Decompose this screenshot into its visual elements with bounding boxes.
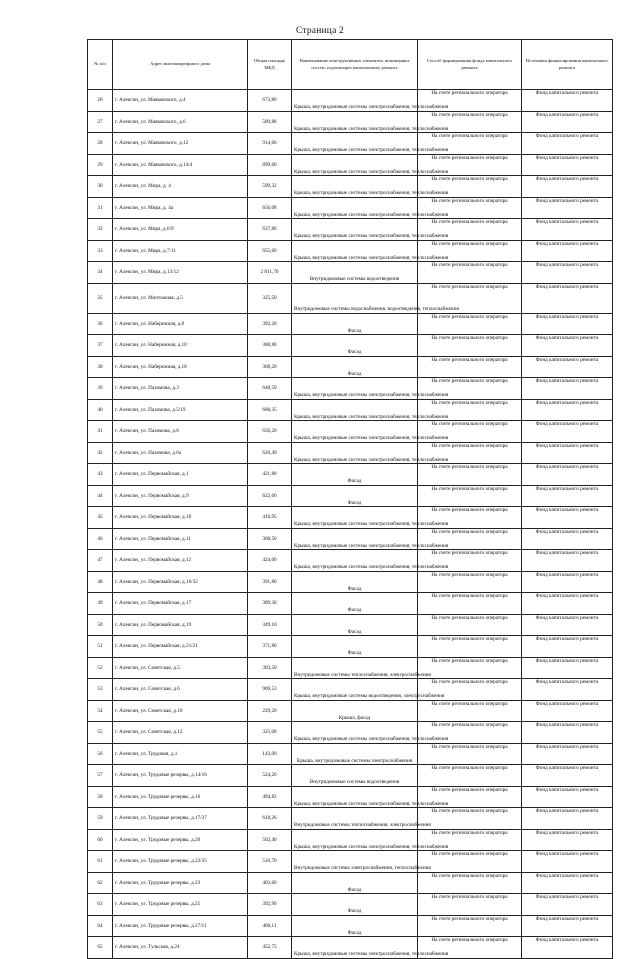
- row-elements: Крыша, внутридомовые системы электроснабжения, теплоснабжения: [292, 421, 418, 443]
- row-number: 52: [88, 657, 113, 679]
- row-funding-method: На счете регионального оператора: [418, 829, 522, 851]
- row-funding-source: Фонд капитального ремонта: [522, 356, 613, 378]
- row-address: г. Алексин, ул. Трудовые резервы, д.17/37: [113, 808, 248, 830]
- row-area: 403,60: [248, 872, 292, 894]
- row-funding-method: На счете регионального оператора: [418, 550, 522, 572]
- repair-program-table: [87, 39, 613, 959]
- row-elements: Фасад: [292, 593, 418, 615]
- row-number: 56: [88, 743, 113, 765]
- row-elements: Крыша, внутридомовые системы электроснабжения, теплоснабжения: [292, 786, 418, 808]
- row-area: 424,00: [248, 550, 292, 572]
- row-elements: Крыша, внутридомовые системы электроснабжения, теплоснабжения: [292, 219, 418, 241]
- row-number: 36: [88, 313, 113, 335]
- row-funding-method: На счете регионального оператора: [418, 507, 522, 529]
- table-row: [88, 872, 613, 894]
- row-area: 620,49: [248, 442, 292, 464]
- row-elements: Внутридомовые системы водоотведения: [292, 262, 418, 284]
- row-funding-method: На счете регионального оператора: [418, 197, 522, 219]
- row-funding-source: Фонд капитального ремонта: [522, 421, 613, 443]
- row-number: 30: [88, 176, 113, 198]
- row-funding-method: На счете регионального оператора: [418, 421, 522, 443]
- row-funding-source: Фонд капитального ремонта: [522, 485, 613, 507]
- row-address: г. Алексин, ул. Набережная, д.8: [113, 313, 248, 335]
- table-row: [88, 894, 613, 916]
- row-elements: Фасад: [292, 335, 418, 357]
- table-row: [88, 851, 613, 873]
- row-number: 39: [88, 378, 113, 400]
- row-funding-method: На счете регионального оператора: [418, 464, 522, 486]
- row-funding-source: Фонд капитального ремонта: [522, 851, 613, 873]
- row-funding-source: Фонд капитального ремонта: [522, 378, 613, 400]
- table-row: [88, 743, 613, 765]
- row-address: г. Алексин, ул. Маяковского, д.14/4: [113, 154, 248, 176]
- table-row: [88, 657, 613, 679]
- row-area: 599,32: [248, 176, 292, 198]
- row-elements: Крыша, внутридомовые системы электроснабжения, теплоснабжения: [292, 442, 418, 464]
- table-body: [88, 90, 613, 959]
- row-address: г. Алексин, ул. Мира, д.13/12: [113, 262, 248, 284]
- row-number: 32: [88, 219, 113, 241]
- row-area: 389,30: [248, 593, 292, 615]
- table-row: [88, 808, 613, 830]
- row-number: 54: [88, 700, 113, 722]
- table-row: [88, 378, 613, 400]
- row-area: 143,00: [248, 743, 292, 765]
- row-funding-method: На счете регионального оператора: [418, 636, 522, 658]
- row-elements: Крыша, внутридомовые системы электроснабжения, теплоснабжения: [292, 111, 418, 133]
- row-funding-method: На счете регионального оператора: [418, 937, 522, 959]
- row-number: 33: [88, 240, 113, 262]
- row-address: г. Алексин, ул. Первомайская, д.12: [113, 550, 248, 572]
- table-row: [88, 485, 613, 507]
- row-area: 368,50: [248, 528, 292, 550]
- row-address: г. Алексин, ул. Мира, д.7/11: [113, 240, 248, 262]
- row-funding-method: На счете регионального оператора: [418, 528, 522, 550]
- row-elements: Внутридомовые системы электроснабжения, теплоснабжения: [292, 851, 418, 873]
- table-row: [88, 283, 613, 313]
- table-row: [88, 507, 613, 529]
- row-funding-method: На счете регионального оператора: [418, 356, 522, 378]
- row-elements: Фасад: [292, 614, 418, 636]
- table-row: [88, 765, 613, 787]
- row-elements: Крыша, внутридомовые системы электроснабжения, теплоснабжения: [292, 133, 418, 155]
- row-area: 655,66: [248, 240, 292, 262]
- table-row: [88, 111, 613, 133]
- header-num: № п/п: [88, 40, 113, 90]
- row-elements: Крыша, внутридомовые системы электроснабжения, теплоснабжения: [292, 240, 418, 262]
- row-number: 48: [88, 571, 113, 593]
- row-address: г. Алексин, ул. Советская, д.12: [113, 722, 248, 744]
- row-number: 35: [88, 283, 113, 313]
- table-row: [88, 262, 613, 284]
- row-address: г. Алексин, ул. Тульская, д.24: [113, 937, 248, 959]
- row-number: 29: [88, 154, 113, 176]
- table-row: [88, 90, 613, 112]
- row-funding-method: На счете регионального оператора: [418, 378, 522, 400]
- row-elements: Фасад: [292, 485, 418, 507]
- row-funding-method: На счете регионального оператора: [418, 133, 522, 155]
- row-number: 44: [88, 485, 113, 507]
- row-address: г. Алексин, ул. Пахомова, д.5/19: [113, 399, 248, 421]
- row-funding-source: Фонд капитального ремонта: [522, 219, 613, 241]
- row-area: 899,60: [248, 154, 292, 176]
- row-area: 656,08: [248, 197, 292, 219]
- row-elements: Крыша, внутридомовые системы электроснабжения, теплоснабжения: [292, 176, 418, 198]
- page-title: Страница 2: [295, 26, 345, 36]
- row-funding-method: На счете регионального оператора: [418, 240, 522, 262]
- row-number: 63: [88, 894, 113, 916]
- row-funding-method: На счете регионального оператора: [418, 90, 522, 112]
- table-row: [88, 571, 613, 593]
- row-number: 40: [88, 399, 113, 421]
- table-row: [88, 356, 613, 378]
- row-funding-source: Фонд капитального ремонта: [522, 915, 613, 937]
- row-elements: Фасад: [292, 571, 418, 593]
- row-funding-source: Фонд капитального ремонта: [522, 722, 613, 744]
- row-area: 618,26: [248, 808, 292, 830]
- table-row: [88, 154, 613, 176]
- row-funding-source: Фонд капитального ремонта: [522, 262, 613, 284]
- row-funding-method: На счете регионального оператора: [418, 571, 522, 593]
- row-area: 673,80: [248, 90, 292, 112]
- row-funding-source: Фонд капитального ремонта: [522, 593, 613, 615]
- row-funding-method: На счете регионального оператора: [418, 894, 522, 916]
- row-address: г. Алексин, ул. Пахомова, д.3: [113, 378, 248, 400]
- row-funding-method: На счете регионального оператора: [418, 485, 522, 507]
- row-funding-method: На счете регионального оператора: [418, 915, 522, 937]
- row-area: 391,80: [248, 571, 292, 593]
- row-area: 349,10: [248, 614, 292, 636]
- row-elements: Внутридомовые системы теплоснабжения, электроснабжения: [292, 657, 418, 679]
- row-address: г. Алексин, ул. Первомайская, д.21/21: [113, 636, 248, 658]
- row-funding-source: Фонд капитального ремонта: [522, 743, 613, 765]
- row-address: г. Алексин, ул. Пахомова, д.6а: [113, 442, 248, 464]
- row-area: 909,53: [248, 679, 292, 701]
- row-elements: Фасад: [292, 894, 418, 916]
- row-area: 368,20: [248, 356, 292, 378]
- row-address: г. Алексин, ул. Набережная, д.18: [113, 356, 248, 378]
- row-number: 49: [88, 593, 113, 615]
- row-elements: Крыша, фасад: [292, 700, 418, 722]
- row-area: 325,08: [248, 722, 292, 744]
- row-funding-method: На счете регионального оператора: [418, 786, 522, 808]
- row-elements: Крыша, внутридомовые системы электроснабжения, теплоснабжения: [292, 528, 418, 550]
- row-elements: Крыша, внутридомовые системы электроснабжения, теплоснабжения: [292, 937, 418, 959]
- row-area: 688,35: [248, 399, 292, 421]
- row-funding-method: На счете регионального оператора: [418, 335, 522, 357]
- row-elements: Внутридомовые системы теплоснабжения, электроснабжения: [292, 808, 418, 830]
- row-area: 524,26: [248, 765, 292, 787]
- row-number: 50: [88, 614, 113, 636]
- row-elements: Крыша, внутридомовые системы электроснабжения, теплоснабжения: [292, 829, 418, 851]
- row-address: г. Алексин, ул. Советская, д.10: [113, 700, 248, 722]
- row-number: 28: [88, 133, 113, 155]
- row-funding-source: Фонд капитального ремонта: [522, 829, 613, 851]
- row-area: 914,66: [248, 133, 292, 155]
- table-row: [88, 915, 613, 937]
- table-row: [88, 464, 613, 486]
- row-address: г. Алексин, ул. Трудовые резервы, д.14/16: [113, 765, 248, 787]
- row-funding-method: На счете регионального оператора: [418, 283, 522, 313]
- row-elements: Крыша, внутридомовые системы электроснабжения: [292, 743, 418, 765]
- table-row: [88, 335, 613, 357]
- row-funding-source: Фонд капитального ремонта: [522, 550, 613, 572]
- table-row: [88, 219, 613, 241]
- table-row: [88, 614, 613, 636]
- row-elements: Крыша, внутридомовые системы электроснабжения, теплоснабжения: [292, 507, 418, 529]
- row-address: г. Алексин, ул. Первомайская, д.1: [113, 464, 248, 486]
- row-funding-method: На счете регионального оператора: [418, 262, 522, 284]
- row-funding-source: Фонд капитального ремонта: [522, 133, 613, 155]
- row-funding-source: Фонд капитального ремонта: [522, 399, 613, 421]
- row-funding-source: Фонд капитального ремонта: [522, 507, 613, 529]
- row-address: г. Алексин, ул. Мира, д. 4а: [113, 197, 248, 219]
- header-area: Общая площадь МКД: [248, 40, 292, 90]
- row-elements: Фасад: [292, 313, 418, 335]
- row-funding-source: Фонд капитального ремонта: [522, 765, 613, 787]
- row-number: 53: [88, 679, 113, 701]
- row-number: 27: [88, 111, 113, 133]
- row-funding-method: На счете регионального оператора: [418, 700, 522, 722]
- row-address: г. Алексин, ул. Трудовые резервы, д.25: [113, 894, 248, 916]
- table-row: [88, 550, 613, 572]
- row-funding-method: На счете регионального оператора: [418, 722, 522, 744]
- row-area: 2 811,70: [248, 262, 292, 284]
- row-funding-method: На счете регионального оператора: [418, 851, 522, 873]
- row-number: 45: [88, 507, 113, 529]
- row-area: 637,80: [248, 219, 292, 241]
- row-funding-source: Фонд капитального ремонта: [522, 808, 613, 830]
- row-number: 51: [88, 636, 113, 658]
- row-area: 494,82: [248, 786, 292, 808]
- row-funding-source: Фонд капитального ремонта: [522, 197, 613, 219]
- row-funding-method: На счете регионального оператора: [418, 679, 522, 701]
- row-funding-source: Фонд капитального ремонта: [522, 614, 613, 636]
- row-elements: Крыша, внутридомовые системы электроснабжения, теплоснабжения: [292, 550, 418, 572]
- table-row: [88, 593, 613, 615]
- row-elements: Фасад: [292, 464, 418, 486]
- row-funding-source: Фонд капитального ремонта: [522, 313, 613, 335]
- row-address: г. Алексин, ул. Советская, д.6: [113, 679, 248, 701]
- row-funding-source: Фонд капитального ремонта: [522, 937, 613, 959]
- row-number: 57: [88, 765, 113, 787]
- row-area: 392,90: [248, 894, 292, 916]
- row-address: г. Алексин, ул. Советская, д.5: [113, 657, 248, 679]
- row-address: г. Алексин, ул. Первомайская, д.9: [113, 485, 248, 507]
- row-funding-source: Фонд капитального ремонта: [522, 872, 613, 894]
- row-area: 502,40: [248, 829, 292, 851]
- table-row: [88, 133, 613, 155]
- row-area: 648,59: [248, 378, 292, 400]
- table-row: [88, 636, 613, 658]
- table-row: [88, 937, 613, 959]
- table-row: [88, 399, 613, 421]
- row-number: 46: [88, 528, 113, 550]
- row-address: г. Алексин, ул. Трудовые резервы, д.20: [113, 829, 248, 851]
- row-funding-source: Фонд капитального ремонта: [522, 240, 613, 262]
- row-address: г. Алексин, ул. Трудовые резервы, д.16: [113, 786, 248, 808]
- table-row: [88, 679, 613, 701]
- row-funding-method: На счете регионального оператора: [418, 442, 522, 464]
- row-number: 47: [88, 550, 113, 572]
- row-funding-source: Фонд капитального ремонта: [522, 786, 613, 808]
- row-area: 325,50: [248, 283, 292, 313]
- row-funding-method: На счете регионального оператора: [418, 176, 522, 198]
- table-row: [88, 528, 613, 550]
- row-area: 371,80: [248, 636, 292, 658]
- row-funding-method: На счете регионального оператора: [418, 872, 522, 894]
- row-funding-method: На счете регионального оператора: [418, 219, 522, 241]
- row-address: г. Алексин, ул. Мира, д. 4: [113, 176, 248, 198]
- row-elements: Крыша, внутридомовые системы водоотведения, электроснабжения: [292, 679, 418, 701]
- row-address: г. Алексин, ул. Первомайская, д.16/32: [113, 571, 248, 593]
- row-address: г. Алексин, ул. Маяковского, д.4: [113, 90, 248, 112]
- row-funding-method: На счете регионального оператора: [418, 657, 522, 679]
- row-area: 393,20: [248, 313, 292, 335]
- row-address: г. Алексин, ул. Набережная, д.10: [113, 335, 248, 357]
- row-elements: Фасад: [292, 915, 418, 937]
- row-number: 61: [88, 851, 113, 873]
- row-funding-source: Фонд капитального ремонта: [522, 335, 613, 357]
- row-number: 60: [88, 829, 113, 851]
- row-address: г. Алексин, ул. Маяковского, д.6: [113, 111, 248, 133]
- row-area: 421,80: [248, 464, 292, 486]
- row-address: г. Алексин, ул. Первомайская, д.19: [113, 614, 248, 636]
- row-area: 229,20: [248, 700, 292, 722]
- row-area: 452,75: [248, 937, 292, 959]
- row-funding-method: На счете регионального оператора: [418, 154, 522, 176]
- row-number: 55: [88, 722, 113, 744]
- row-elements: Крыша, внутридомовые системы электроснабжения, теплоснабжения: [292, 90, 418, 112]
- row-area: 388,80: [248, 335, 292, 357]
- row-area: 656,20: [248, 421, 292, 443]
- row-address: г. Алексин, ул. Трудовые резервы, д.23: [113, 872, 248, 894]
- row-address: г. Алексин, ул. Трудовые резервы, д.27/11: [113, 915, 248, 937]
- row-funding-method: На счете регионального оператора: [418, 765, 522, 787]
- row-elements: Крыша, внутридомовые системы электроснабжения, теплоснабжения: [292, 197, 418, 219]
- row-number: 26: [88, 90, 113, 112]
- row-number: 59: [88, 808, 113, 830]
- table-row: [88, 313, 613, 335]
- row-funding-source: Фонд капитального ремонта: [522, 657, 613, 679]
- row-number: 43: [88, 464, 113, 486]
- row-area: 416,95: [248, 507, 292, 529]
- row-elements: Внутридомовые системы водоснабжения, водоотведения, теплоснабжения: [292, 283, 418, 313]
- row-area: 406,11: [248, 915, 292, 937]
- row-funding-method: На счете регионального оператора: [418, 743, 522, 765]
- row-number: 65: [88, 937, 113, 959]
- row-number: 41: [88, 421, 113, 443]
- row-number: 37: [88, 335, 113, 357]
- row-elements: Фасад: [292, 636, 418, 658]
- row-number: 62: [88, 872, 113, 894]
- row-funding-method: На счете регионального оператора: [418, 614, 522, 636]
- table-row: [88, 829, 613, 851]
- row-elements: Фасад: [292, 356, 418, 378]
- row-address: г. Алексин, ул. Монтажная, д.5: [113, 283, 248, 313]
- row-address: г. Алексин, ул. Первомайская, д.10: [113, 507, 248, 529]
- row-address: г. Алексин, ул. Мира, д.6/9: [113, 219, 248, 241]
- row-elements: Крыша, внутридомовые системы электроснабжения, теплоснабжения: [292, 722, 418, 744]
- row-funding-source: Фонд капитального ремонта: [522, 894, 613, 916]
- row-funding-source: Фонд капитального ремонта: [522, 528, 613, 550]
- row-address: г. Алексин, ул. Пахомова, д.6: [113, 421, 248, 443]
- row-area: 589,88: [248, 111, 292, 133]
- table-row: [88, 240, 613, 262]
- row-address: г. Алексин, ул. Маяковского, д.12: [113, 133, 248, 155]
- row-address: г. Алексин, ул. Трудовая, д.1: [113, 743, 248, 765]
- row-elements: Крыша, внутридомовые системы электроснабжения, теплоснабжения: [292, 378, 418, 400]
- row-funding-method: На счете регионального оператора: [418, 808, 522, 830]
- row-elements: Фасад: [292, 872, 418, 894]
- row-area: 510,70: [248, 851, 292, 873]
- row-funding-method: На счете регионального оператора: [418, 399, 522, 421]
- row-funding-source: Фонд капитального ремонта: [522, 700, 613, 722]
- row-funding-source: Фонд капитального ремонта: [522, 111, 613, 133]
- header-method: Способ формирования фонда капитального ремонта: [418, 40, 522, 90]
- header-source: Источники финансирования капитального ремонта: [522, 40, 613, 90]
- row-funding-source: Фонд капитального ремонта: [522, 283, 613, 313]
- table-row: [88, 442, 613, 464]
- header-address: Адрес многоквартирного дома: [113, 40, 248, 90]
- row-funding-method: На счете регионального оператора: [418, 111, 522, 133]
- header-elements: Наименование конструктивных элементов, инженерных систем, подлежащих капитальному ремонту: [292, 40, 418, 90]
- table-row: [88, 722, 613, 744]
- table-header: [88, 40, 613, 90]
- row-funding-source: Фонд капитального ремонта: [522, 636, 613, 658]
- row-funding-source: Фонд капитального ремонта: [522, 154, 613, 176]
- row-address: г. Алексин, ул. Первомайская, д.17: [113, 593, 248, 615]
- row-elements: Внутридомовые системы водоотведения: [292, 765, 418, 787]
- row-number: 38: [88, 356, 113, 378]
- row-funding-method: На счете регионального оператора: [418, 593, 522, 615]
- row-number: 58: [88, 786, 113, 808]
- table-row: [88, 421, 613, 443]
- row-funding-method: На счете регионального оператора: [418, 313, 522, 335]
- row-elements: Крыша, внутридомовые системы электроснабжения, теплоснабжения: [292, 399, 418, 421]
- row-area: 303,50: [248, 657, 292, 679]
- row-funding-source: Фонд капитального ремонта: [522, 442, 613, 464]
- row-number: 34: [88, 262, 113, 284]
- table-row: [88, 176, 613, 198]
- table-row: [88, 786, 613, 808]
- row-elements: Крыша, внутридомовые системы электроснабжения, теплоснабжения: [292, 154, 418, 176]
- row-address: г. Алексин, ул. Первомайская, д.11: [113, 528, 248, 550]
- row-number: 31: [88, 197, 113, 219]
- table-row: [88, 197, 613, 219]
- row-number: 42: [88, 442, 113, 464]
- row-funding-source: Фонд капитального ремонта: [522, 90, 613, 112]
- table-row: [88, 700, 613, 722]
- row-funding-source: Фонд капитального ремонта: [522, 464, 613, 486]
- row-funding-source: Фонд капитального ремонта: [522, 176, 613, 198]
- row-address: г. Алексин, ул. Трудовые резервы, д.22/35: [113, 851, 248, 873]
- row-number: 64: [88, 915, 113, 937]
- row-funding-source: Фонд капитального ремонта: [522, 679, 613, 701]
- row-funding-source: Фонд капитального ремонта: [522, 571, 613, 593]
- row-area: 622,60: [248, 485, 292, 507]
